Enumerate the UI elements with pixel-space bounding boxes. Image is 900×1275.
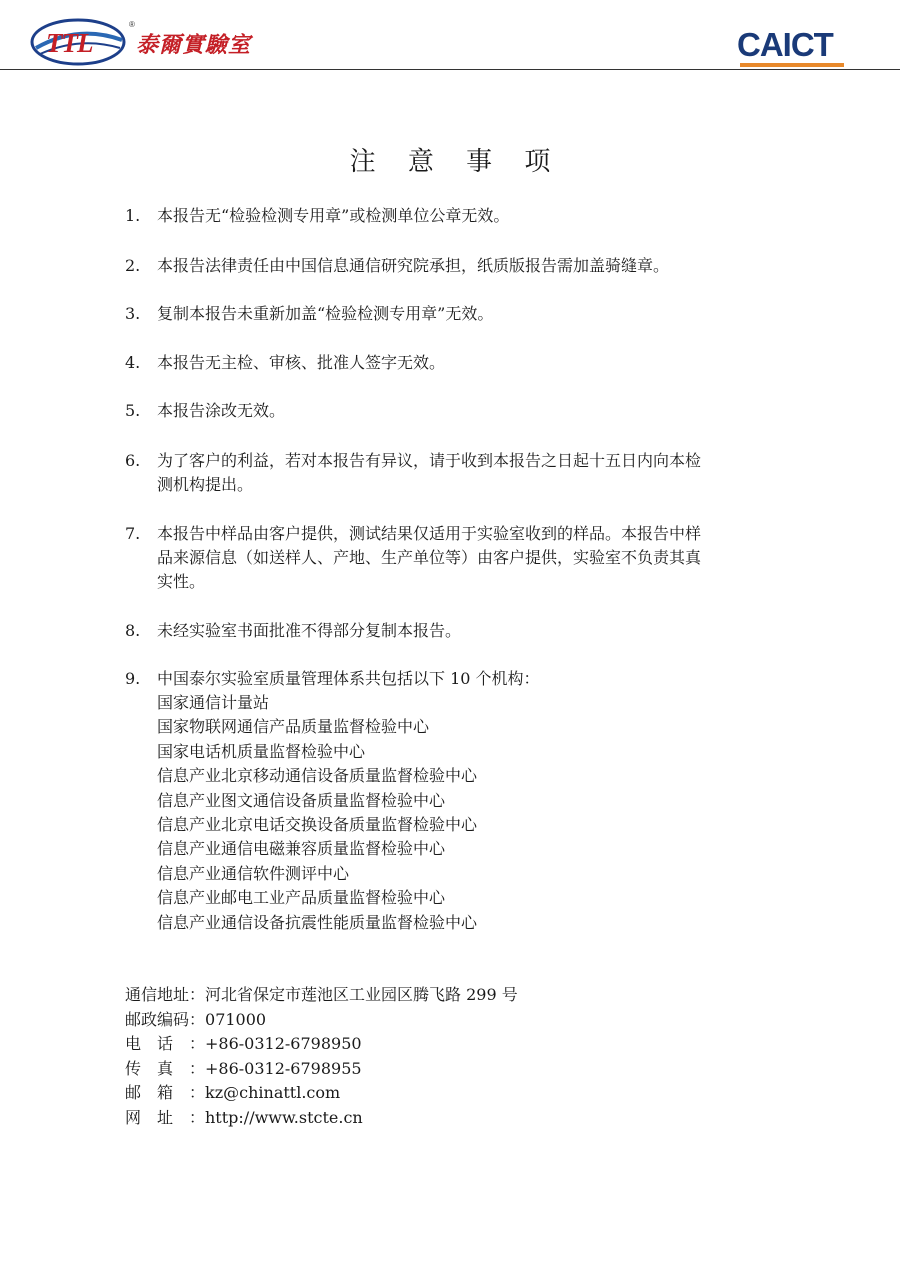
contact-website: [125, 1106, 518, 1131]
note-number: 6.: [125, 451, 141, 470]
contact-value: 河北省保定市莲池区工业园区腾飞路 299 号: [205, 985, 518, 1004]
organization-item: 国家电话机质量监督检验中心: [157, 741, 366, 761]
note-text: 中国泰尔实验室质量管理体系共包括以下 10 个机构：: [157, 669, 540, 688]
contact-phone: [125, 1032, 518, 1057]
ttl-logo-text: TTL: [46, 28, 93, 58]
contact-postcode: [125, 1008, 518, 1033]
ttl-logo-chinese: 泰爾實驗室: [136, 32, 252, 58]
organization-list: [157, 691, 785, 935]
note-text: 未经实验室书面批准不得部分复制本报告。: [157, 621, 462, 640]
note-number: 8.: [125, 621, 141, 640]
ttl-logo: [30, 18, 252, 68]
contact-value: +86-0312-6798955: [205, 1058, 362, 1078]
contact-email: [125, 1081, 518, 1106]
contact-label: 网址：: [125, 1107, 205, 1127]
page-header: [0, 0, 900, 72]
organization-item: 信息产业通信设备抗震性能质量监督检验中心: [157, 912, 478, 932]
contact-label: 邮政编码：: [125, 1009, 206, 1029]
note-number: 2.: [125, 256, 141, 275]
note-number: 5.: [125, 401, 141, 420]
contact-value: +86-0312-6798950: [205, 1034, 362, 1053]
organization-item: 信息产业北京电话交换设备质量监督检验中心: [157, 815, 478, 835]
header-divider: [0, 69, 900, 70]
note-text: 本报告涂改无效。: [157, 401, 286, 420]
caict-logo: CAICT: [737, 26, 833, 63]
organization-item: 信息产业通信软件测评中心: [157, 863, 350, 883]
organization-item: 信息产业北京移动通信设备质量监督检验中心: [157, 766, 478, 786]
note-item-3: [125, 302, 785, 326]
organization-item: 信息产业通信电磁兼容质量监督检验中心: [157, 839, 446, 859]
caict-logo-underline: [740, 63, 844, 67]
organization-item: 信息产业图文通信设备质量监督检验中心: [157, 790, 446, 810]
organization-item: 国家物联网通信产品质量监督检验中心: [157, 717, 430, 737]
note-text: 本报告法律责任由中国信息通信研究院承担，纸质版报告需加盖骑缝章。: [157, 256, 670, 275]
note-item-8: [125, 619, 785, 643]
note-item-5: [125, 399, 785, 423]
contact-value: 071000: [205, 1009, 267, 1029]
registered-mark: ®: [129, 20, 135, 29]
note-number: 1.: [125, 206, 141, 225]
contact-label: 传真：: [125, 1058, 205, 1078]
contact-label: 电话：: [125, 1034, 205, 1053]
note-text: 本报告无主检、审核、批准人签字无效。: [157, 353, 446, 372]
contact-label: 邮箱：: [125, 1083, 205, 1102]
contact-info: [125, 983, 518, 1130]
contact-value: kz@chinattl.com: [205, 1083, 341, 1102]
note-number: 3.: [125, 304, 141, 323]
note-item-1: [125, 204, 785, 228]
note-item-4: [125, 351, 785, 375]
note-item-9: [125, 667, 785, 935]
note-item-7: [125, 522, 785, 594]
organization-item: 国家通信计量站: [157, 693, 270, 712]
page-title: 注 意 事 项: [349, 147, 563, 177]
note-text: 为了客户的利益，若对本报告有异议，请于收到本报告之日起十五日内向本检 测机构提出。: [157, 451, 702, 494]
contact-fax: [125, 1057, 518, 1082]
note-number: 4.: [125, 353, 141, 372]
contact-label: 通信地址：: [125, 985, 206, 1004]
note-item-6: [125, 449, 785, 497]
note-text: 本报告中样品由客户提供，测试结果仅适用于实验室收到的样品。本报告中样 品来源信息（如送样人、产地、生产单位等）由客户提供，实验室不负责其真 实性。: [157, 524, 702, 591]
note-item-2: [125, 254, 785, 278]
contact-address: [125, 983, 518, 1008]
note-text: 本报告无“检验检测专用章”或检测单位公章无效。: [157, 206, 510, 225]
note-text: 复制本报告未重新加盖“检验检测专用章”无效。: [157, 304, 494, 323]
note-number: 9.: [125, 669, 141, 688]
contact-value: http://www.stcte.cn: [205, 1107, 363, 1127]
note-number: 7.: [125, 524, 141, 543]
organization-item: 信息产业邮电工业产品质量监督检验中心: [157, 888, 446, 908]
